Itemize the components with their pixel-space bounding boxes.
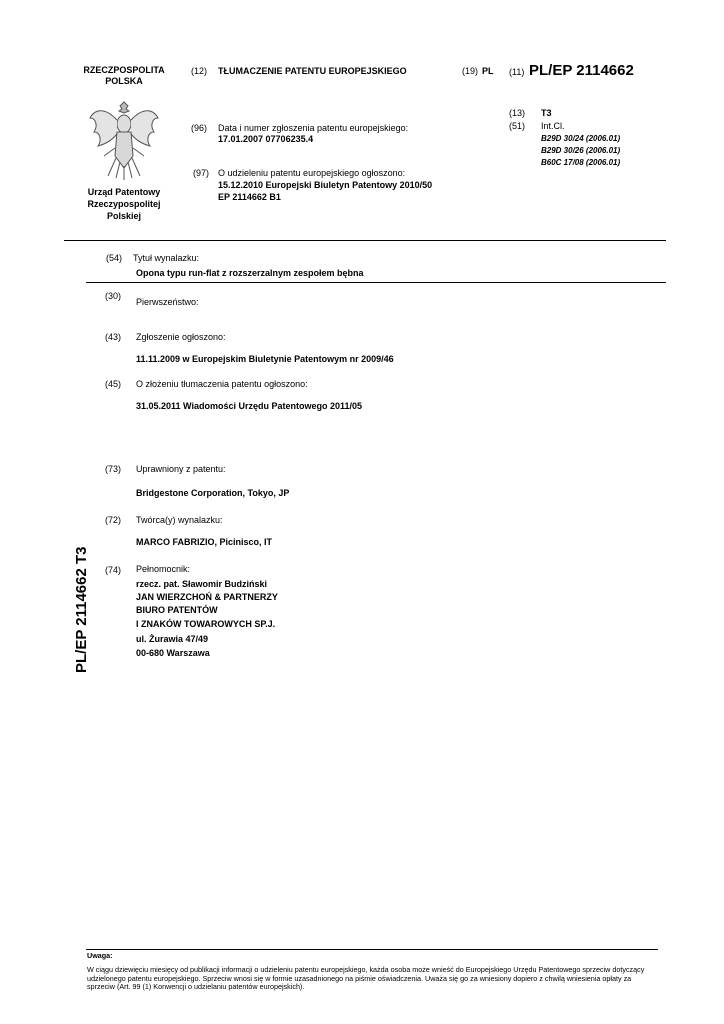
code-43: (43) (105, 332, 122, 342)
country-name-line2: POLSKA (105, 76, 143, 86)
note-text: W ciągu dziewięciu miesięcy od publikacji informacji o udzieleniu patentu europejskiego, każda osoba może wnieść do Europejskiego Urzędu Patentowego sprzeciw dotyczący udzielonego patentu europejskiego. Sprzeciw wnosi się w formie uzasadnionego na piśmie oświadczenia. Uważa się go za wniesiony dopiero z chwilą wniesienia opłaty za sprzeciw (Art. 99 (1) Konwencji o udzielaniu patentów europejskich). (87, 965, 645, 992)
code-73: (73) (105, 464, 122, 474)
proprietor-value: Bridgestone Corporation, Tokyo, JP (136, 488, 290, 498)
translation-value: 31.05.2011 Wiadomości Urzędu Patentowego 2011/05 (136, 401, 363, 411)
footer-divider (86, 949, 658, 950)
country-code: PL (482, 66, 494, 76)
document-title: TŁUMACZENIE PATENTU EUROPEJSKIEGO (218, 66, 407, 76)
country-name-line1: RZECZPOSPOLITA (83, 65, 165, 75)
code-13: (13) (509, 108, 526, 118)
attorney-label: Pełnomocnik: (136, 564, 191, 574)
code-54: (54) (106, 253, 123, 263)
side-patent-label: PL/EP 2114662 T3 (73, 546, 90, 673)
code-74: (74) (105, 565, 122, 575)
attorney-line-6: 00-680 Warszawa (136, 648, 210, 658)
kind-code: T3 (541, 108, 552, 118)
translation-label: O złożeniu tłumaczenia patentu ogłoszono: (136, 379, 308, 389)
code-19: (19) (462, 66, 479, 76)
patent-number: PL/EP 2114662 (529, 62, 634, 79)
inventor-label: Twórca(y) wynalazku: (136, 515, 223, 525)
value-97-line2: EP 2114662 B1 (218, 192, 281, 202)
title-divider (86, 282, 666, 283)
attorney-line-2: JAN WIERZCHOŃ & PARTNERZY (136, 592, 278, 602)
class-1: B29D 30/24 (2006.01) (541, 134, 621, 143)
code-96: (96) (191, 123, 208, 133)
class-3: B60C 17/08 (2006.01) (541, 158, 621, 167)
label-96: Data i numer zgłoszenia patentu europejskiego: (218, 123, 409, 133)
office-name-line3: Polskiej (106, 211, 142, 221)
attorney-line-3: BIURO PATENTÓW (136, 605, 218, 615)
attorney-line-4: I ZNAKÓW TOWAROWYCH SP.J. (136, 619, 276, 629)
inventor-value: MARCO FABRIZIO, Picinisco, IT (136, 537, 273, 547)
code-11: (11) (509, 67, 525, 77)
value-97-line1: 15.12.2010 Europejski Biuletyn Patentowy 2010/50 (218, 180, 433, 190)
class-2: B29D 30/26 (2006.01) (541, 146, 621, 155)
office-name-line1: Urząd Patentowy (87, 187, 161, 197)
code-97: (97) (193, 168, 210, 178)
office-name-line2: Rzeczypospolitej (87, 199, 161, 209)
code-30: (30) (105, 291, 122, 301)
code-72: (72) (105, 515, 122, 525)
intcl-label: Int.Cl. (541, 121, 565, 131)
note-title: Uwaga: (87, 951, 113, 960)
attorney-line-1: rzecz. pat. Sławomir Budziński (136, 579, 268, 589)
proprietor-label: Uprawniony z patentu: (136, 464, 226, 474)
label-97: O udzieleniu patentu europejskiego ogłoszono: (218, 168, 406, 178)
attorney-line-5: ul. Żurawia 47/49 (136, 634, 209, 644)
title-label: Tytuł wynalazku: (133, 253, 200, 263)
value-96: 17.01.2007 07706235.4 (218, 134, 314, 144)
header-divider (64, 240, 666, 241)
application-label: Zgłoszenie ogłoszono: (136, 332, 226, 342)
polish-eagle-emblem-icon (86, 96, 162, 182)
code-51: (51) (509, 121, 526, 131)
priority-label: Pierwszeństwo: (136, 297, 199, 307)
invention-title: Opona typu run-flat z rozszerzalnym zespołem bębna (136, 268, 364, 278)
application-value: 11.11.2009 w Europejskim Biuletynie Patentowym nr 2009/46 (136, 354, 394, 364)
code-45: (45) (105, 379, 122, 389)
code-12: (12) (191, 66, 208, 76)
